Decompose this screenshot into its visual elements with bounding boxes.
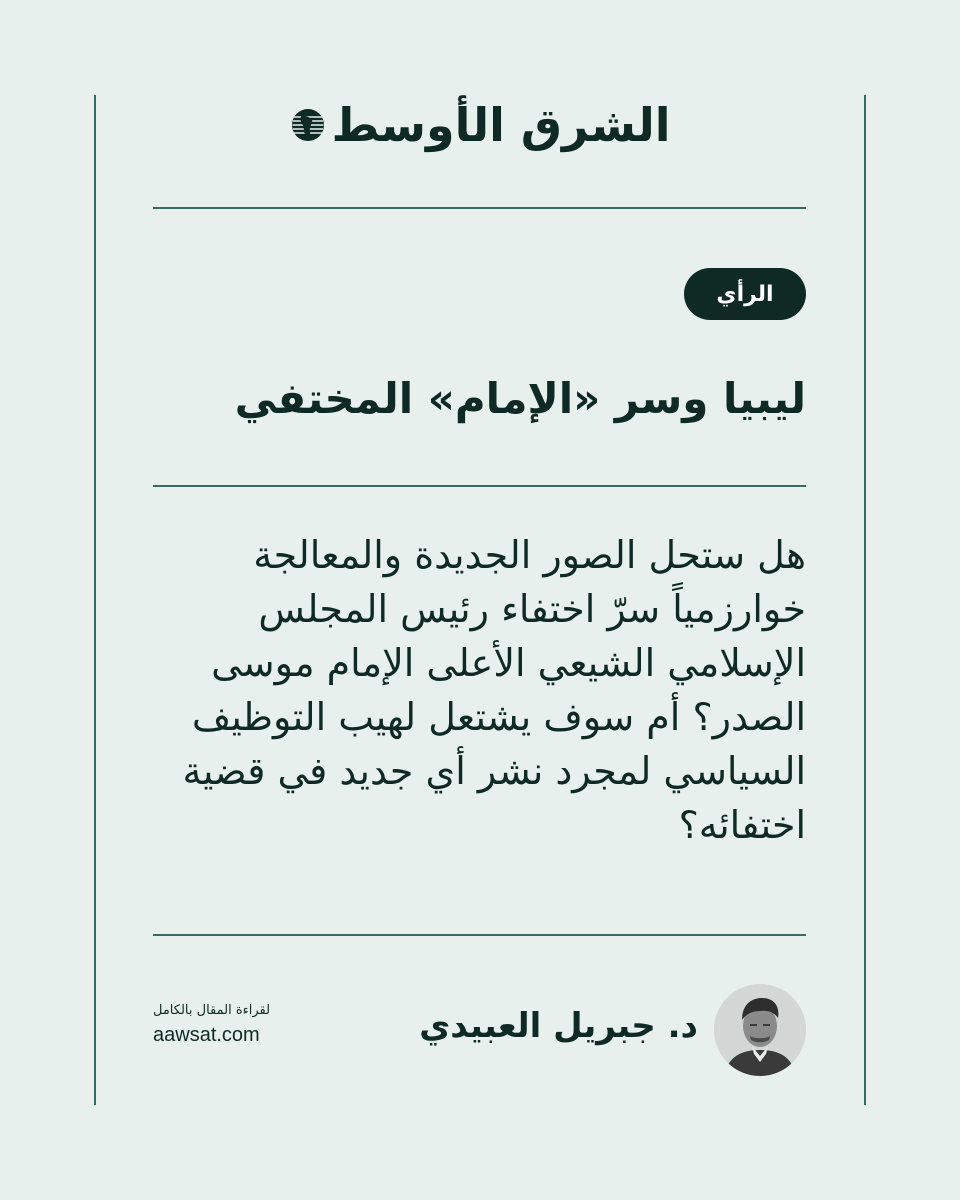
author-portrait xyxy=(714,984,806,1076)
divider-top xyxy=(153,207,806,209)
divider-middle xyxy=(153,485,806,487)
masthead-brand: الشرق الأوسط xyxy=(331,98,671,152)
globe-icon xyxy=(290,107,326,143)
masthead-logo[interactable] xyxy=(280,95,680,155)
article-headline[interactable]: ليبيا وسر «الإمام» المختفي xyxy=(234,374,806,423)
read-more-label: لقراءة المقال بالكامل xyxy=(153,1003,271,1018)
site-url-link[interactable]: aawsat.com xyxy=(153,1024,260,1046)
author-avatar xyxy=(714,984,806,1076)
author-name[interactable]: د. جبريل العبيدي xyxy=(419,1006,698,1046)
right-border-line xyxy=(864,95,866,1105)
divider-bottom xyxy=(153,934,806,936)
article-summary: هل ستحل الصور الجديدة والمعالجة خوارزمياً سرّ اختفاء رئيس المجلس الإسلامي الشيعي الأعلى الإمام موسى الصدر؟ أم سوف يشتعل لهيب التوظيف السياسي لمجرد نشر أي جديد في قضية اختفائه؟ xyxy=(182,533,806,847)
left-border-line xyxy=(94,95,96,1105)
read-more-block[interactable] xyxy=(153,1003,333,1047)
section-badge[interactable]: الرأي xyxy=(684,268,806,320)
